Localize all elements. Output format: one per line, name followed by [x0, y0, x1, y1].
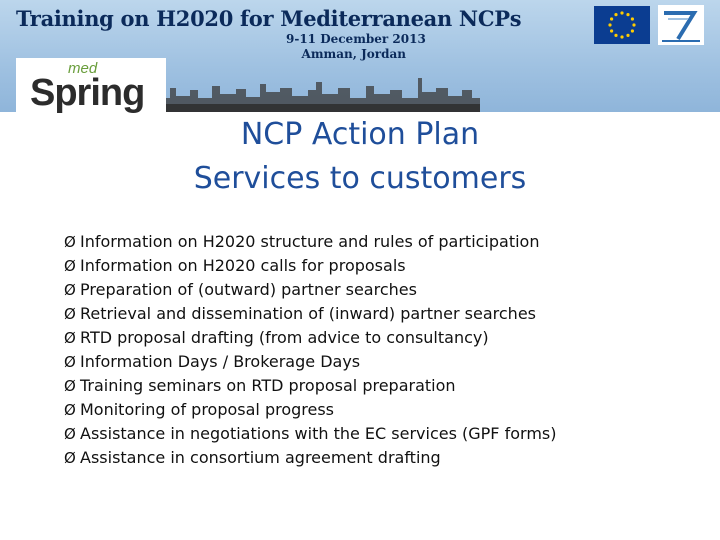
bullet-arrow-icon: Ø: [64, 449, 76, 467]
services-list: [64, 230, 556, 470]
list-item: Ø Assistance in negotiations with the EC services (GPF forms): [64, 422, 556, 446]
city-skyline-image: [140, 70, 480, 112]
event-date: 9-11 December 2013: [286, 32, 426, 46]
list-item: Ø Assistance in consortium agreement drafting: [64, 446, 556, 470]
bullet-arrow-icon: Ø: [64, 329, 76, 347]
event-title: Training on H2020 for Mediterranean NCPs: [16, 6, 522, 31]
bullet-arrow-icon: Ø: [64, 377, 76, 395]
bullet-arrow-icon: Ø: [64, 257, 76, 275]
logo-med-text: med: [68, 60, 98, 77]
bullet-arrow-icon: Ø: [64, 425, 76, 443]
list-item: Ø Retrieval and dissemination of (inward) partner searches: [64, 302, 556, 326]
event-place: Amman, Jordan: [301, 47, 406, 61]
list-item: Ø Information on H2020 calls for proposals: [64, 254, 556, 278]
bullet-arrow-icon: Ø: [64, 281, 76, 299]
list-item: Ø Preparation of (outward) partner searches: [64, 278, 556, 302]
slide-title-line1: NCP Action Plan: [240, 117, 480, 152]
medspring-logo: [16, 58, 166, 116]
fp7-logo: [658, 5, 704, 45]
list-item: Ø RTD proposal drafting (from advice to consultancy): [64, 326, 556, 350]
bullet-arrow-icon: Ø: [64, 233, 76, 251]
logo-spring-text: Spring: [30, 72, 145, 114]
list-item: Ø Training seminars on RTD proposal preparation: [64, 374, 556, 398]
eu-flag-icon: [594, 6, 650, 44]
bullet-arrow-icon: Ø: [64, 401, 76, 419]
slide-title: [0, 113, 720, 201]
list-item: Ø Information on H2020 structure and rules of participation: [64, 230, 556, 254]
bullet-arrow-icon: Ø: [64, 305, 76, 323]
slide-title-line2: Services to customers: [193, 161, 527, 196]
list-item: Ø Monitoring of proposal progress: [64, 398, 556, 422]
list-item: Ø Information Days / Brokerage Days: [64, 350, 556, 374]
bullet-arrow-icon: Ø: [64, 353, 76, 371]
